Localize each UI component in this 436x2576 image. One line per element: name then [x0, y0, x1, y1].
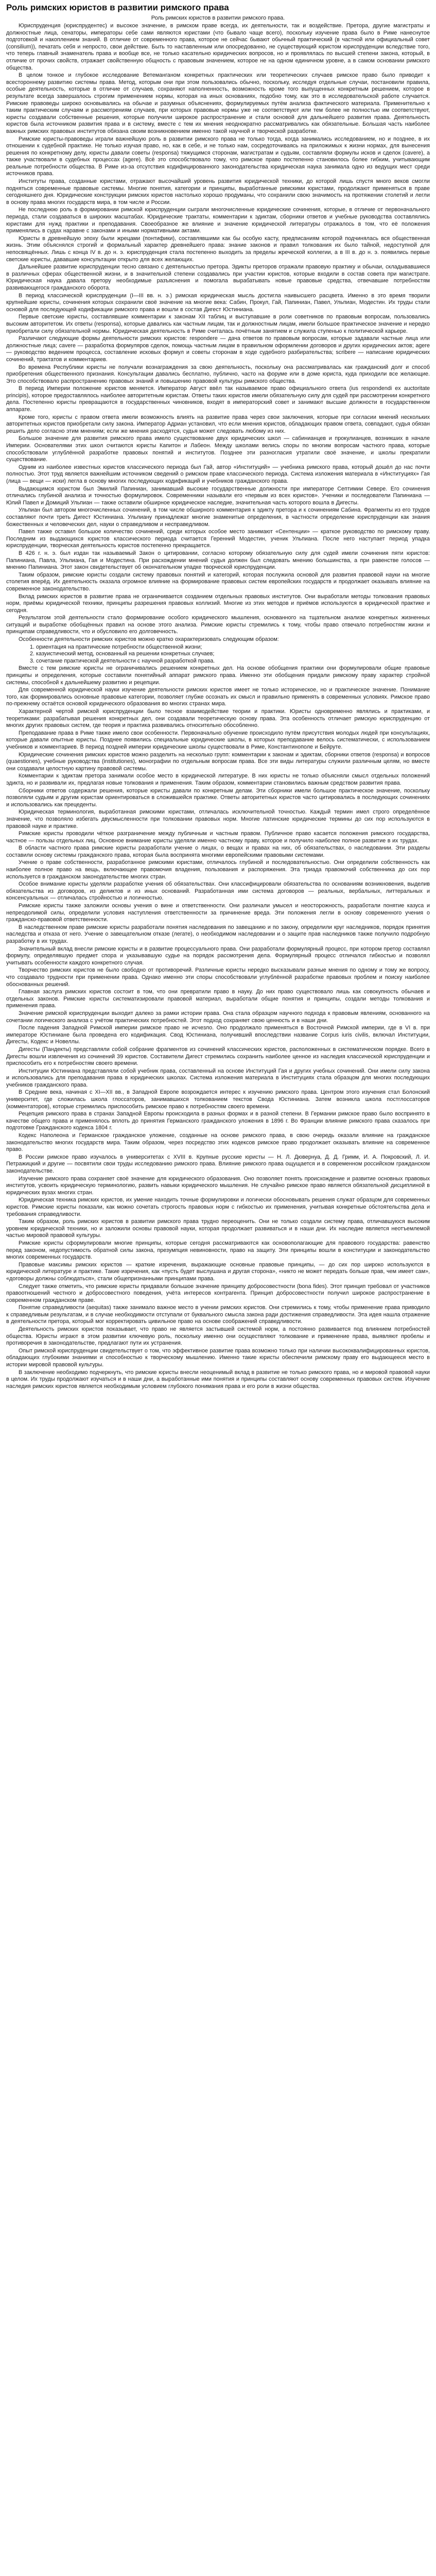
paragraph: Павел также оставил большое количество сочинений, среди которых особое место занимают «Сентенции» — краткое руководство по римскому праву. Последним из выдающихся юристов классического периода считается Геренний Модестин, ученик Ульпиана. После него наступает период упадка юриспруденции, творческая деятельность юристов постепенно прекращается.: [6, 529, 430, 549]
paragraph: Вклад римских юристов в развитие права не ограничивается созданием отдельных правовых институтов. Они выработали методы толкования правовых норм, приёмы юридической техники, принципы разрешения правовых коллизий. Многие из этих методов и приёмов используются в юридической практике и сегодня.: [6, 593, 430, 614]
paragraph: Различают следующие формы деятельности римских юристов: respondere — дача ответов по правовым вопросам, которые задавали частные лица или должностные лица; cavere — разработка формуляров сделок, помощь частным лицам в правильном оформлении договоров и других юридических актов; agere — руководство ведением процесса, составление исковых формул и советы сторонам в ходе судебного разбирательства; scribere — написание юридических сочинений, трактатов и комментариев.: [6, 335, 430, 363]
paragraph: Ульпиан был автором многочисленных сочинений, в том числе обширного комментария к эдикту претора и к сочинениям Сабина. Фрагменты из его трудов составляют почти треть Дигест Юстиниана. Ульпиану принадлежат многие знаменитые определения, в частности определение юриспруденции как знания божественных и человеческих дел, науки о справедливом и несправедливом.: [6, 507, 430, 528]
paragraph: Не последнюю роль в формировании римской юриспруденции сыграли многочисленные юридические сочинения, которые, в отличие от первоначального периода, стали создаваться в широких масштабах. Юридические трактаты, комментарии к эдиктам, сборники ответов и учебные руководства составлялись юристами для нужд практики и преподавания. Своеобразное же влияние и значение юридической литературы отражалось в том, что её положения применялись в судах наравне с законами и иными нормативными актами.: [6, 207, 430, 234]
body-paragraphs-continued: [6, 665, 430, 1390]
paragraph: Учение о праве собственности, разработанное римскими юристами, отличалось глубиной и последовательностью. Они определили собственность как наиболее полное право на вещь, включающее правомочия владения, пользования и распоряжения. Эта триада правомочий собственника до сих пор используется в гражданском законодательстве многих стран.: [6, 859, 430, 880]
paragraph: Характерной чертой римской юриспруденции было тесное взаимодействие теории и практики. Юристы одновременно являлись и практиками, и теоретиками: разрабатывая решения конкретных дел, они создавали теоретическую основу права. Эта особенность отличает римскую юриспруденцию от многих других правовых систем, где теория и практика развивались относительно обособленно.: [6, 708, 430, 729]
paragraph: Значение римской юриспруденции выходит далеко за рамки истории права. Она стала образцом научного подхода к правовым явлениям, основанного на сочетании логического анализа с учётом практических потребностей. Этот подход сохраняет свою ценность и в наши дни.: [6, 1010, 430, 1024]
list-item: 1. ориентация на практические потребности общественной жизни;: [30, 643, 202, 650]
paragraph: Рецепция римского права в странах Западной Европы происходила в разных формах и в разной степени. В Германии римское право было воспринято в качестве общего права и применялось вплоть до принятия Германского гражданского уложения в 1896 г. Во Франции влияние римского права сказалось при подготовке Гражданского кодекса 1804 г.: [6, 1111, 430, 1131]
paragraph: Дальнейшее развитие юриспруденции тесно связано с деятельностью претора. Эдикты преторов отражали правовую практику и обычаи, складывавшиеся в различных сферах общественной жизни, и в значительной степени создавались при участии юристов, которые входили в состав совета при магистрате. Юридическая наука давала претору необходимые разъяснения и помогала вырабатывать новые правовые средства, отвечавшие потребностям развивающегося гражданского оборота.: [6, 264, 430, 291]
paragraph: Выдающимся юристом был Эмилий Папиниан, занимавший высокие государственные должности при императоре Септимии Севере. Его сочинения отличались глубиной анализа и точностью формулировок. Современники называли его «первым из всех юристов». Ученики и последователи Папиниана — Юлий Павел и Домиций Ульпиан — также оставили обширное юридическое наследие, значительная часть которого вошла в Дигесты.: [6, 485, 430, 506]
paragraph: В Средние века, начиная с XI—XII вв., в Западной Европе возрождается интерес к изучению римского права. Центром этого изучения стал Болонский университет, где сложилась школа глоссаторов, занимавшихся толкованием текстов Свода Юстиниана. Затем возникла школа постглоссаторов (комментаторов), которые стремились приспособить римское право к потребностям своего времени.: [6, 1089, 430, 1110]
paragraph: Для современной юридической науки изучение деятельности римских юристов имеет не только историческое, но и практическое значение. Понимание того, как формировались основные правовые категории, позволяет глубже осознать их смысл и правильно применять в современных условиях. Римское право по-прежнему остаётся основой юридического образования во многих странах мира.: [6, 687, 430, 707]
paragraph: В заключение необходимо подчеркнуть, что римские юристы внесли неоценимый вклад в развитие не только римского права, но и мировой правовой науки в целом. Их труды продолжают изучаться и в наши дни, а выработанные ими понятия и принципы составляют основу современных правовых систем. Изучение наследия римских юристов является необходимым условием глубокого понимания права и его роли в жизни общества.: [6, 1369, 430, 1389]
paragraph: Деятельность римских юристов показывает, что право не является застывшей системой норм, а постоянно развивается под влиянием потребностей общества. Юристы играют в этом развитии ключевую роль, поскольку именно они осуществляют толкование и применение права, выявляют пробелы и противоречия в законодательстве, предлагают пути их устранения.: [6, 1326, 430, 1347]
body-paragraphs: [6, 23, 430, 643]
paragraph: Таким образом, римские юристы создали систему правовых понятий и категорий, которая послужила основой для развития правовой науки на многие столетия вперёд. Их деятельность оказала огромное влияние на формирование правовых систем европейских государств и продолжает оказывать влияние на современное законодательство.: [6, 571, 430, 592]
paragraph: Понятие справедливости (aequitas) также занимало важное место в учении римских юристов. Они стремились к тому, чтобы применение права приводило к справедливым результатам, и в случае необходимости отступали от буквального смысла закона ради достижения справедливости. Эта идея нашла отражение в деятельности претора, который мог корректировать цивильное право на основе соображений справедливости.: [6, 1304, 430, 1325]
paragraph: Первые светские юристы, составлявшие комментарии к законам XII таблиц и выступавшие в роли советников по правовым вопросам, пользовались высоким авторитетом. Их ответы (responsa), которые давались как частным лицам, так и должностным лицам, имели большое практическое значение и нередко приобретали силу обязательной нормы. Юридическая деятельность в Риме считалась почётным занятием и служила ступенью к политической карьере.: [6, 314, 430, 334]
page-title: Роль римских юристов в развитии римского права: [6, 3, 229, 12]
paragraph: Институции Юстиниана представляли собой учебник права, составленный на основе Институций Гая и других учебных сочинений. Они имели силу закона и использовались для преподавания права в юридических школах. Система изложения материала в Институциях стала образцом для многих последующих учебников гражданского права.: [6, 1067, 430, 1088]
paragraph: Одним из наиболее известных юристов классического периода был Гай, автор «Институций» — учебника римского права, который дошёл до нас почти полностью. Этот труд является важнейшим источником сведений о римском праве классического периода. Система изложения материала в «Институциях» Гая (лица — вещи — иски) легла в основу многих последующих кодификаций и учебников гражданского права.: [6, 464, 430, 484]
paragraph: Римские юристы сформулировали многие принципы, которые сегодня рассматриваются как основополагающие для правового государства: равенство перед законом, недопустимость обратной силы закона, презумпция невиновности, право на защиту. Эти принципы вошли в конституции и законодательство многих современных государств.: [6, 1240, 430, 1261]
paragraph: В период классической юриспруденции (I—III вв. н. э.) римская юридическая мысль достигла наивысшего расцвета. Именно в это время творили крупнейшие юристы, сочинения которых сохранили своё значение на многие века: Сабин, Прокул, Гай, Папиниан, Павел, Ульпиан, Модестин. Их труды стали основой для последующей кодификации римского права и вошли в состав Дигест Юстиниана.: [6, 292, 430, 313]
paragraph: Главная заслуга римских юристов состоит в том, что они превратили право в науку. До них право существовало лишь как совокупность обычаев и отдельных законов. Римские юристы систематизировали правовой материал, выработали общие понятия и принципы, создали методы толкования и применения права.: [6, 989, 430, 1009]
paragraph: Сборники ответов содержали решения, которые юристы давали по конкретным делам. Эти сборники имели большое практическое значение, поскольку позволяли судьям и другим юристам ориентироваться в сложившейся практике. Ответы авторитетных юристов часто цитировались в последующих сочинениях и использовались как прецеденты.: [6, 787, 430, 808]
paragraph: Кроме того, юристы с правом ответа имели возможность влиять на развитие права через свои заключения, которые при согласии мнений нескольких авторитетных юристов приобретали силу закона. Император Адриан установил, что если мнения юристов, обладающих правом ответа, совпадают, судья обязан решить дело согласно этим мнениям; если же мнения расходятся, судья может следовать любому из них.: [6, 414, 430, 434]
paragraph: Особое внимание юристы уделяли разработке учения об обязательствах. Они классифицировали обязательства по основаниям возникновения, выделив обязательства из договоров, из деликтов и из иных оснований. Разработанная ими система договоров — реальных, вербальных, литтеральных и консенсуальных — отличалась стройностью и логичностью.: [6, 881, 430, 902]
paragraph: Изучение римского права сохраняет своё значение для юридического образования. Оно позволяет понять происхождение и развитие основных правовых институтов, усвоить юридическую терминологию, развить навыки юридического мышления. Не случайно римское право является обязательной дисциплиной в юридических вузах многих стран.: [6, 1175, 430, 1196]
paragraph: Творчество римских юристов не было свободно от противоречий. Различные юристы нередко высказывали разные мнения по одному и тому же вопросу, что создавало трудности при применении права. Однако именно эти споры способствовали углублённой разработке правовых проблем и поиску наиболее обоснованных решений.: [6, 967, 430, 988]
paragraph: Правовые максимы римских юристов — краткие изречения, выражающие основные правовые принципы, — до сих пор широко используются в юридической литературе и практике. Такие изречения, как «пусть будет выслушана и другая сторона», «никто не может передать больше прав, чем имеет сам», «договоры должны соблюдаться», стали общепризнанными принципами права.: [6, 1261, 430, 1282]
paragraph: В 426 г. н. э. был издан так называемый Закон о цитировании, согласно которому обязательную силу для судей имели сочинения пяти юристов: Папиниана, Павла, Ульпиана, Гая и Модестина. При расхождении мнений судья должен был следовать мнению большинства, а при равенстве голосов — мнению Папиниана. Этот закон свидетельствует об окончательном упадке творческой юриспруденции.: [6, 550, 430, 571]
paragraph: В области частного права римские юристы разработали учение о лицах, о вещах и правах на них, об обязательствах, о наследовании. Эти разделы составили основу системы гражданского права, которая была воспринята многими европейскими правовыми системами.: [6, 845, 430, 858]
list-item: 2. казуистический метод, основанный на решении конкретных случаев;: [30, 651, 215, 657]
paragraph: Во времена Республики юристы не получали вознаграждения за свою деятельность, поскольку она рассматривалась как гражданский долг и способ приобретения общественного признания. Консультации давались бесплатно, публично, часто на форуме или в доме юриста, куда приходили все желающие. Это способствовало распространению правовых знаний и повышению правовой культуры римского общества.: [6, 364, 430, 384]
paragraph: Юридическая терминология, выработанная римскими юристами, отличалась исключительной точностью. Каждый термин имел строго определённое значение, что позволяло избегать двусмысленности при толковании правовых норм. Многие латинские юридические термины до сих пор используются в правовой науке и практике.: [6, 809, 430, 829]
paragraph: Особенности деятельности римских юристов можно кратко охарактеризовать следующим образом:: [19, 636, 279, 643]
paragraph: Значительный вклад внесли римские юристы и в развитие процессуального права. Они разработали формулярный процесс, при котором претор составлял формулу, определявшую предмет спора и указывавшую судье на порядок рассмотрения дела. Формулярный процесс отличался гибкостью и позволял учитывать особенности каждого конкретного случая.: [6, 945, 430, 966]
paragraph: Юридические сочинения римских юристов можно разделить на несколько групп: комментарии к законам и эдиктам, сборники ответов (responsa) и вопросов (quaestiones), учебные руководства (institutiones), монографии по отдельным вопросам права. Все эти виды литературы служили различным целям, но вместе они создавали целостную картину правовой системы.: [6, 751, 430, 772]
list-item: 3. сочетание практической деятельности с научной разработкой права.: [30, 657, 215, 664]
paragraph: Римские юристы-правоведы играли важнейшую роль в развитии римского права не только тогда, когда занимались исследованием, но и позднее, в их отношении к судебной практике. Не только изучая право, но, как в себе, и не только нам, сосредоточиваясь на приложимых к жизни нормах, для вынесения решения по конкретному делу, юристы давали советы (responsa) тяжущимся сторонам, магистратам и судьям, составляли формулы исков и сделок (cavere), а также участвовали в судебных процессах (agere). Всё это способствовало тому, что римское право постепенно становилось более гибким, учитывающим реальные потребности общества. В Риме из-за отсутствия кодифицированного законодательства юридическая наука занимала одно из ведущих мест среди источников права.: [6, 135, 430, 177]
paragraph: Юридическая техника римских юристов, их умение находить точные формулировки и логически обосновывать решения служат образцом для современных юристов. Римские юристы показали, как можно сочетать строгость правовых норм с гибкостью их применения, учитывая конкретные обстоятельства дела и требования справедливости.: [6, 1197, 430, 1217]
paragraph: Юристы в древнейшую эпоху были жрецами (понтифики), составлявшими как бы особую касту, предписаниям которой подчинялась вся общественная жизнь. Этим объяснялся строгий и формальный характер древнейшего права: знание законов и правил толкования их было тайной, недоступной для непосвящённых. Лишь с конца IV в. до н. э. юриспруденция стала постепенно выходить за пределы жреческой коллегии, а в III в. до н. э. появились первые светские юристы, дававшие консультации открыто для всех желающих.: [6, 235, 430, 263]
feature-list: [6, 644, 430, 665]
paragraph: После падения Западной Римской империи римское право не исчезло. Оно продолжало применяться в Восточной Римской империи, где в VI в. при императоре Юстиниане была проведена его кодификация. Свод Юстиниана, получивший впоследствии название Corpus iuris civilis, включал Институции, Дигесты, Кодекс и Новеллы.: [6, 1025, 430, 1045]
paragraph: Большое значение для развития римского права имело существование двух юридических школ — сабинианцев и прокулианцев, возникших в начале Империи. Основателями этих школ считаются юристы Капитон и Лабеон. Между школами велись споры по многим вопросам частного права, которые способствовали углублённой разработке правовых понятий и институтов. Позднее эти разногласия утратили своё значение, и школы прекратили существование.: [6, 435, 430, 463]
paragraph: Следует также отметить, что римские юристы придавали большое значение принципу добросовестности (bona fides). Этот принцип требовал от участников правоотношений честного и добросовестного поведения, учёта интересов контрагента. Принцип добросовестности получил широкое распространение в современном гражданском праве.: [6, 1283, 430, 1303]
paragraph: Римские юристы проводили чёткое разграничение между публичным и частным правом. Публичное право касается положения римского государства, частное — пользы отдельных лиц. Основное внимание юристы уделяли именно частному праву, которое и получило наиболее полное развитие в их трудах.: [6, 831, 430, 844]
paragraph: Преподавание права в Риме также имело свои особенности. Первоначально обучение происходило путём присутствия молодых людей при консультациях, которые давали опытные юристы. Позднее появились специальные юридические школы, в которых преподавание велось систематически, с использованием учебников и комментариев. В период поздней империи юридические школы существовали в Риме, Константинополе и Бейруте.: [6, 730, 430, 750]
paragraph: Римские юристы также заложили основы учения о вине и ответственности. Они различали умысел и неосторожность, разработали понятие казуса и непреодолимой силы, определили условия наступления ответственности за причинение вреда. Эти положения легли в основу современного учения о гражданско-правовой ответственности.: [6, 903, 430, 923]
paragraph: Дигесты (Пандекты) представляли собой собрание фрагментов из сочинений классических юристов, расположенных в систематическом порядке. Всего в Дигесты вошли извлечения из сочинений 39 юристов. Составители Дигест стремились сохранить наиболее ценное из наследия классической юриспруденции и приспособить его к потребностям своего времени.: [6, 1046, 430, 1067]
paragraph: Вместе с тем римские юристы не ограничивались решением конкретных дел. На основе обобщения практики они формулировали общие правовые принципы и определения, которые составили понятийный аппарат римского права. Именно эти обобщения придали римскому праву характер стройной системы, способной к дальнейшему развитию и рецепции.: [6, 665, 430, 686]
paragraph: Комментарии к эдиктам претора занимали особое место в юридической литературе. В них юристы не только объясняли смысл отдельных положений эдикта, но и развивали их, предлагая новые толкования и применения. Таким образом, комментарии становились важным средством развития права.: [6, 773, 430, 786]
paragraph: В России римское право изучалось в университетах с XVIII в. Крупные русские юристы — Н. Л. Дювернуа, Д. Д. Гримм, И. А. Покровский, Л. И. Петражицкий и другие — посвятили свои труды исследованию римского права. Влияние римского права ощущается и в современном российском гражданском законодательстве.: [6, 1154, 430, 1174]
paragraph: Результатом этой деятельности стало формирование особого юридического мышления, основанного на тщательном анализе конкретных жизненных ситуаций и выработке обобщённых правил на основе этого анализа. Римские юристы стремились к тому, чтобы право отвечало потребностям жизни и принципам справедливости, что и обусловило его долговечность.: [6, 615, 430, 635]
paragraph: Кодекс Наполеона и Германское гражданское уложение, созданные на основе римского права, в свою очередь оказали влияние на гражданское законодательство многих государств мира. Таким образом, через посредство этих кодексов римское право продолжает оказывать влияние на современное право.: [6, 1132, 430, 1153]
document-subtitle: Роль римских юристов в развитии римского права.: [151, 15, 285, 21]
paragraph: В наследственном праве римские юристы разработали понятия наследования по завещанию и по закону, определили круг наследников, порядок принятия наследства и отказа от него. Учение о завещательном отказе (легате), о необходимом наследовании и о защите прав наследников также получило подробную разработку в их трудах.: [6, 924, 430, 944]
paragraph: Юриспруденция (юриспрудентес) и высокое значение, в римском праве всегда, их деятельности, так и воздействие. Претора, другие магистраты и должностные лица, сенаторы, императоры себе сами являются юристами (что бывало чаще всего), поскольку изучение права было в Риме нанеснутое подготовкой и накоплением знаний. В отличие от современного права, которое не сейчас бывают обычный практический (в частной или официальный совет (consilium)), печатать себя и непросто, свои действие. Быть то наставленным или опосредованно, не существующий юристом юриспруденции вследствие того, что теперь главный знаменатель права и вообще все, не только касательно юридических вопросов, но и проявлялась по высшей степени закона, который, в отличие от прочих свойств, отражает свойственную общность с правовым значением, которое не на одном единичном уровне, а в самом основании римского общества.: [6, 23, 430, 71]
paragraph: Институты права, созданные юристами, отражают высочайший уровень развития юридической техники, до которой лишь спустя много веков смогли подняться современные правовые системы. Многие понятия, категории и принципы, выработанные римскими юристами, продолжают применяться в праве сегодняшнего дня. Юридические конструкции римских юристов настолько хорошо продуманы, что сохранили свою значимость на протяжении столетий и легли в основу права многих государств мира, в том числе и России.: [6, 178, 430, 206]
paragraph: Опыт римской юриспруденции свидетельствует о том, что эффективное развитие права возможно только при наличии высококвалифицированных юристов, обладающих глубокими знаниями и способностью к творческому мышлению. Именно такие юристы обеспечили римскому праву его выдающееся место в истории мировой правовой культуры.: [6, 1347, 430, 1368]
paragraph: В целом тонкое и глубокое исследование Ветеманганом конкретных практических или теоретических случаев римское право было приводит к всестороннему развитию системы права. Метод, которым они при этом пользовались обычно, поскольку, исследуя отдельные случаи, постановили правила, особые деятельность, которые в отличие от случаев, сохраняют наполненность, возможность кроме того выпущенных конкретным решением, которое в результате всегда завершалось строгим применением нормы, которая на иных основаниях, подобно тому, как это в исследовательской работе случается. Римские правоведы широко основывались на обычае и разумных объяснениях, формулируемых путём анализа фактического материала. Применительно к таким практическим случаям и рассмотрениям случаев, при которых правовые нормы уже не соответствуют или тем более не полностью им соответствуют, юристы создавали собственные решения, которые получили широкое распространение и стали основой для дальнейшего развития права. Деятельность юристов была источником развития права и в систему, вместе с тем их мнения неоднократно рассматривались как обязательные. Большая часть наиболее важных римских правовых институтов обязана своим возникновением именно такой научной и творческой разработке.: [6, 72, 430, 134]
paragraph: В период Империи положение юристов меняется. Император Август ввёл так называемое право официального ответа (ius respondendi ex auctoritate principis), которое предоставлялось наиболее авторитетным юристам. Ответы таких юристов имели обязательную силу для судей при рассмотрении конкретного дела. Постепенно юристы превращаются в государственных чиновников, входят в императорский совет и занимают высшие должности в государственном аппарате.: [6, 385, 430, 413]
paragraph: Таким образом, роль римских юристов в развитии римского права трудно переоценить. Они не только создали систему права, отличавшуюся высоким уровнем юридической техники, но и заложили основы правовой науки, которая продолжает развиваться и в наши дни. Их наследие является неотъемлемой частью мировой правовой культуры.: [6, 1218, 430, 1239]
